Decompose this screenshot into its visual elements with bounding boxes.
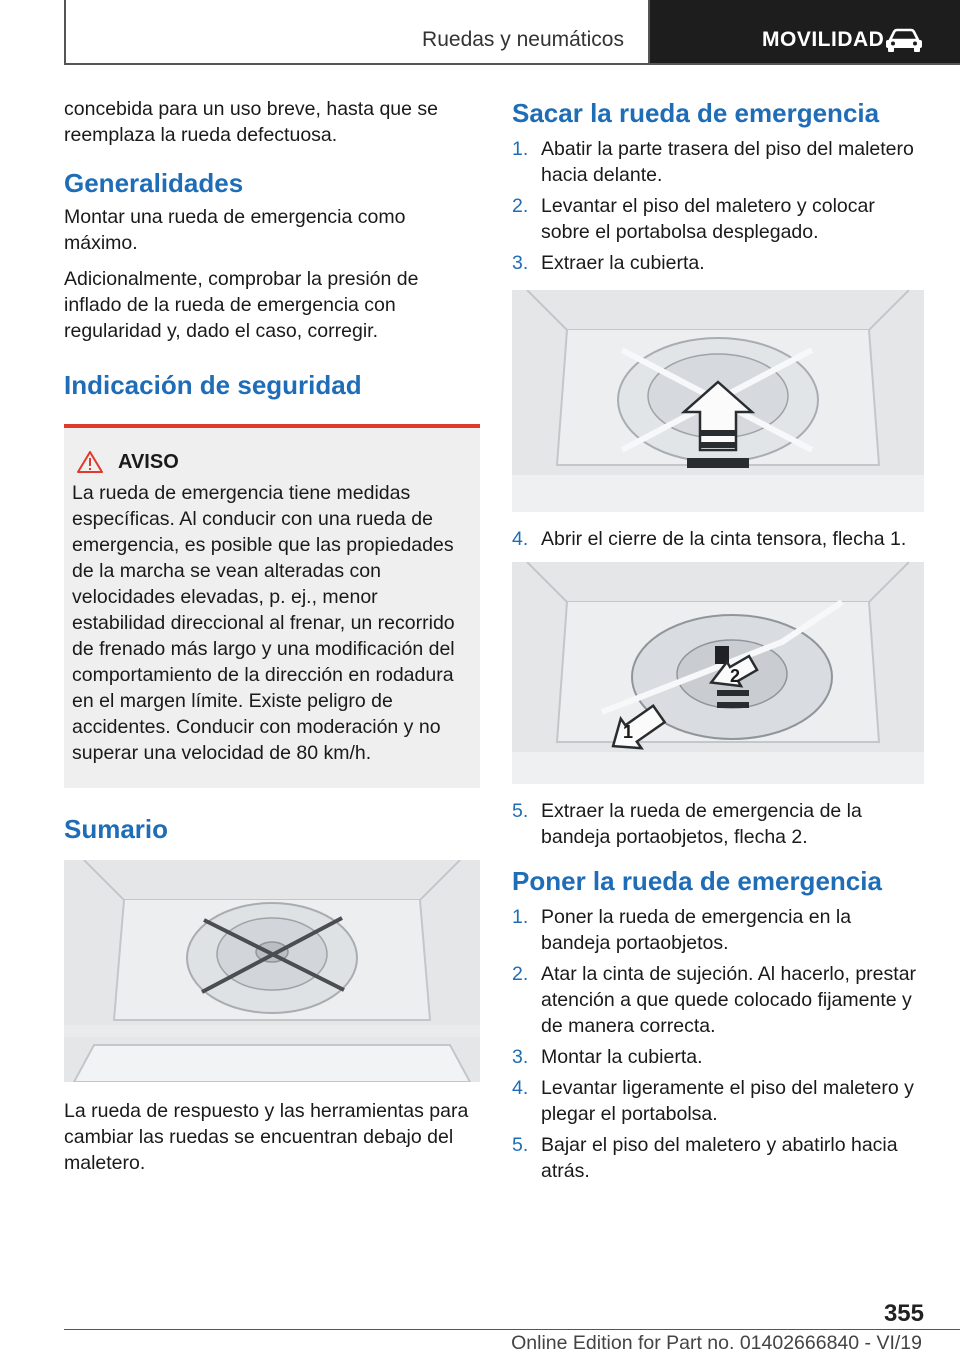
header-chapter-title: MOVILIDAD xyxy=(762,28,885,51)
arrow-2-label: 2 xyxy=(730,666,741,686)
remove-step xyxy=(512,193,924,245)
warning-box xyxy=(64,424,480,788)
step-number: 5. xyxy=(512,1134,529,1156)
step-number: 2. xyxy=(512,195,529,217)
step-number: 2. xyxy=(512,963,529,985)
cover-removal-illustration xyxy=(512,290,924,512)
step-number: 3. xyxy=(512,1046,529,1068)
remove-heading: Sacar la rueda de emergencia xyxy=(512,98,880,128)
footer-rule xyxy=(64,1329,960,1330)
warning-text: La rueda de emergencia tiene medidas específicas. Al conducir con una rueda de emergencia, es posible que las propiedades de la marcha se vean alteradas con velocidades elevadas, p. ej., menor estabilidad direccional al frenar, un recorrido de frenado más largo y una modificación del comportamiento de la dirección en rodadura en el margen límite. Existe peligro de accidentes. Conducir con moderación y no superar una velocidad de 80 km/h. xyxy=(72,482,455,764)
step-text: Levantar el piso del maletero y colocar sobre el portabolsa desplegado. xyxy=(541,195,875,243)
header-section-box xyxy=(64,0,650,64)
warning-title xyxy=(72,450,472,474)
step-number: 5. xyxy=(512,800,529,822)
step-text: Poner la rueda de emergencia en la bandeja portaobjetos. xyxy=(541,906,852,954)
step-text: Atar la cinta de sujeción. Al hacerlo, prestar atención a que quede colocado fijamente y de manera correcta. xyxy=(541,963,917,1037)
remove-steps-list-end xyxy=(512,798,924,850)
step-number: 3. xyxy=(512,252,529,274)
general-heading: Generalidades xyxy=(64,168,244,198)
strap-release-drawing xyxy=(512,562,924,784)
step-text: Extraer la cubierta. xyxy=(541,252,705,274)
step-number: 4. xyxy=(512,1077,529,1099)
remove-step xyxy=(512,250,924,276)
step-text: Levantar ligeramente el piso del maletero y plegar el portabolsa. xyxy=(541,1077,914,1125)
car-icon xyxy=(884,28,924,54)
cover-removal-drawing xyxy=(512,290,924,512)
arrow-1-label: 1 xyxy=(623,722,634,742)
summary-heading: Sumario xyxy=(64,814,169,844)
put-heading: Poner la rueda de emergencia xyxy=(512,866,882,896)
header-rule xyxy=(64,63,960,65)
remove-steps-list-cont xyxy=(512,526,924,552)
left-column xyxy=(64,96,480,1176)
summary-trunk-drawing xyxy=(64,860,480,1082)
step-text: Abatir la parte trasera del piso del maletero hacia delante. xyxy=(541,138,914,186)
put-steps-list xyxy=(512,904,924,1184)
right-column xyxy=(512,96,924,1189)
general-paragraph-1: Montar una rueda de emergencia como máximo. xyxy=(64,206,406,254)
summary-paragraph: La rueda de respuesto y las herramientas para cambiar las ruedas se encuentran debajo del maletero. xyxy=(64,1100,469,1174)
footer-edition: Online Edition for Part no. 01402666840 - VI/19 xyxy=(511,1332,922,1354)
safety-heading: Indicación de seguridad xyxy=(64,370,362,400)
remove-step xyxy=(512,798,924,850)
step-text: Bajar el piso del maletero y abatirlo hacia atrás. xyxy=(541,1134,898,1182)
put-step xyxy=(512,904,924,956)
put-step xyxy=(512,961,924,1039)
header-chapter-tab xyxy=(650,0,960,64)
step-number: 1. xyxy=(512,906,529,928)
page-number: 355 xyxy=(883,1300,924,1327)
step-number: 1. xyxy=(512,138,529,160)
remove-step xyxy=(512,136,924,188)
put-step xyxy=(512,1132,924,1184)
remove-steps-list xyxy=(512,136,924,276)
strap-release-illustration xyxy=(512,562,924,784)
warning-triangle-icon xyxy=(76,450,104,474)
put-step xyxy=(512,1044,924,1070)
summary-trunk-illustration xyxy=(64,860,480,1082)
warning-title-text: AVISO xyxy=(118,450,179,473)
step-text: Abrir el cierre de la cinta tensora, flecha 1. xyxy=(541,528,907,550)
intro-paragraph: concebida para un uso breve, hasta que se reemplaza la rueda defectuosa. xyxy=(64,98,439,146)
general-paragraph-2: Adicionalmente, comprobar la presión de inflado de la rueda de emergencia con regularidad y, dado el caso, corregir. xyxy=(64,268,419,342)
step-text: Montar la cubierta. xyxy=(541,1046,703,1068)
put-step xyxy=(512,1075,924,1127)
step-text: Extraer la rueda de emergencia de la bandeja portaobjetos, flecha 2. xyxy=(541,800,862,848)
header-section-title: Ruedas y neumáticos xyxy=(422,28,624,51)
remove-step xyxy=(512,526,924,552)
step-number: 4. xyxy=(512,528,529,550)
